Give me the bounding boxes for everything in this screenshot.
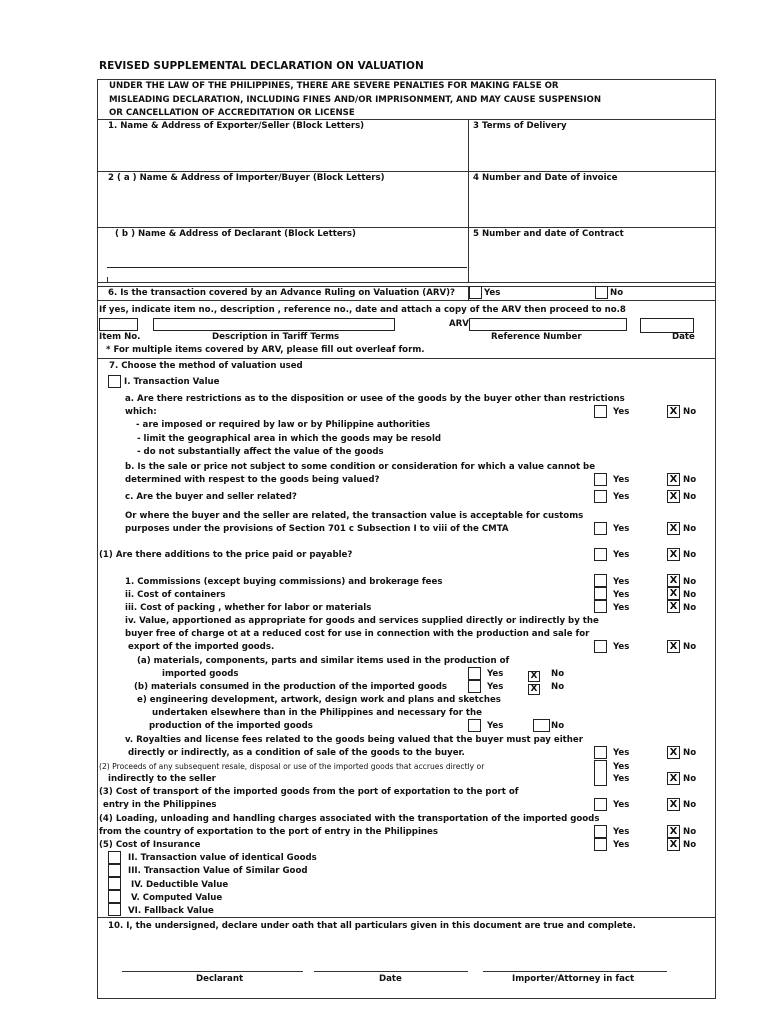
transport-no-checkbox[interactable]: X bbox=[667, 798, 680, 811]
divider bbox=[97, 282, 469, 283]
tick bbox=[107, 277, 108, 283]
frame-right bbox=[715, 79, 716, 999]
consumed-yes-checkbox[interactable] bbox=[468, 680, 481, 693]
computed-value-checkbox[interactable] bbox=[108, 890, 121, 903]
q7b-text: determined with respest to the goods being valued? bbox=[125, 475, 380, 485]
no-label: No bbox=[683, 800, 697, 810]
no-label: No bbox=[610, 288, 624, 298]
related-yes-checkbox[interactable] bbox=[594, 522, 607, 535]
yes-label: Yes bbox=[613, 590, 630, 600]
additions-question: (1) Are there additions to the price paid or payable? bbox=[99, 550, 353, 560]
arv-reference-input[interactable] bbox=[469, 318, 627, 331]
no-label: No bbox=[683, 475, 697, 485]
exporter-field[interactable] bbox=[98, 132, 467, 170]
declaration-text: 10. I, the undersigned, declare under oath that all particulars given in this document are true and complete. bbox=[108, 921, 636, 931]
no-label: No bbox=[683, 748, 697, 758]
no-label: No bbox=[683, 492, 697, 502]
yes-label: Yes bbox=[484, 288, 501, 298]
no-label: No bbox=[683, 577, 697, 587]
divider bbox=[97, 286, 716, 287]
contract-field[interactable] bbox=[470, 240, 714, 280]
warning-line: OR CANCELLATION OF ACCREDITATION OR LICENSE bbox=[109, 108, 355, 118]
engineering-text: undertaken elsewhere than in the Philippines and necessary for the bbox=[152, 708, 482, 718]
yes-label: Yes bbox=[613, 800, 630, 810]
engineering-text: production of the imported goods bbox=[149, 721, 313, 731]
transport-text: entry in the Philippines bbox=[103, 800, 217, 810]
q7b-yes-checkbox[interactable] bbox=[594, 473, 607, 486]
yes-label: Yes bbox=[613, 774, 630, 784]
no-label: No bbox=[683, 774, 697, 784]
identical-goods-label: II. Transaction value of identical Goods bbox=[128, 853, 317, 863]
yes-label: Yes bbox=[487, 669, 504, 679]
divider bbox=[97, 300, 716, 301]
terms-of-delivery-field[interactable] bbox=[470, 132, 714, 170]
no-label: No bbox=[683, 590, 697, 600]
terms-of-delivery-label: 3 Terms of Delivery bbox=[473, 121, 567, 131]
no-label: No bbox=[551, 682, 565, 692]
yes-label: Yes bbox=[613, 407, 630, 417]
q7a-no-checkbox[interactable]: X bbox=[667, 405, 680, 418]
q7a-text: a. Are there restrictions as to the disposition or usee of the goods by the buyer other than restrictions bbox=[125, 394, 625, 404]
no-label: No bbox=[551, 669, 565, 679]
frame-top bbox=[97, 79, 716, 80]
royalties-text: directly or indirectly, as a condition of sale of the goods to the buyer. bbox=[128, 748, 465, 758]
arv-item-no-input[interactable] bbox=[99, 318, 138, 331]
commissions-yes-checkbox[interactable] bbox=[594, 574, 607, 587]
exporter-label: 1. Name & Address of Exporter/Seller (Block Letters) bbox=[108, 121, 365, 131]
divider bbox=[97, 119, 716, 120]
packing-yes-checkbox[interactable] bbox=[594, 600, 607, 613]
materials-no-checkbox[interactable]: X bbox=[528, 671, 540, 682]
no-label: No bbox=[551, 721, 565, 731]
importer-signature-line[interactable] bbox=[483, 971, 667, 972]
arv-description-input[interactable] bbox=[153, 318, 395, 331]
declarant-label: ( b ) Name & Address of Declarant (Block Letters) bbox=[115, 229, 356, 239]
date-signature-line[interactable] bbox=[314, 971, 468, 972]
invoice-field[interactable] bbox=[470, 184, 714, 226]
transaction-value-checkbox[interactable] bbox=[108, 375, 121, 388]
yes-label: Yes bbox=[613, 577, 630, 587]
assists-text: export of the imported goods. bbox=[128, 642, 275, 652]
transport-yes-checkbox[interactable] bbox=[594, 798, 607, 811]
materials-text: (a) materials, components, parts and similar items used in the production of bbox=[137, 656, 510, 666]
packing-text: iii. Cost of packing , whether for labor or materials bbox=[125, 603, 372, 613]
transaction-value-label: I. Transaction Value bbox=[124, 377, 220, 387]
q7a-bullet: - are imposed or required by law or by Philippine authorities bbox=[136, 420, 431, 430]
yes-label: Yes bbox=[613, 603, 630, 613]
materials-yes-checkbox[interactable] bbox=[468, 667, 481, 680]
warning-line: MISLEADING DECLARATION, INCLUDING FINES AND/OR IMPRISONMENT, AND MAY CAUSE SUSPENSION bbox=[109, 95, 602, 105]
arv-note: * For multiple items covered by ARV, please fill out overleaf form. bbox=[106, 345, 425, 355]
additions-yes-checkbox[interactable] bbox=[594, 548, 607, 561]
similar-goods-label: III. Transaction Value of Similar Good bbox=[128, 866, 308, 876]
invoice-label: 4 Number and Date of invoice bbox=[473, 173, 618, 183]
col-reference: Reference Number bbox=[491, 332, 582, 342]
yes-label: Yes bbox=[613, 475, 630, 485]
insurance-yes-checkbox[interactable] bbox=[594, 838, 607, 851]
contract-label: 5 Number and date of Contract bbox=[473, 229, 624, 239]
engineering-text: e) engineering development, artwork, design work and plans and sketches bbox=[137, 695, 501, 705]
q7c-no-checkbox[interactable]: X bbox=[667, 490, 680, 503]
packing-no-checkbox[interactable]: X bbox=[667, 600, 680, 613]
loading-yes-checkbox[interactable] bbox=[594, 825, 607, 838]
col-item-no: Item No. bbox=[99, 332, 141, 342]
yes-label: Yes bbox=[613, 550, 630, 560]
insurance-text: (5) Cost of Insurance bbox=[99, 840, 201, 850]
frame-bottom bbox=[97, 998, 716, 999]
arv-no-checkbox[interactable] bbox=[595, 286, 608, 299]
yes-label: Yes bbox=[487, 682, 504, 692]
q7-heading: 7. Choose the method of valuation used bbox=[109, 361, 303, 371]
fallback-value-label: VI. Fallback Value bbox=[128, 906, 214, 916]
similar-goods-checkbox[interactable] bbox=[108, 864, 121, 877]
royalties-yes-checkbox[interactable] bbox=[594, 746, 607, 759]
royalties-text: v. Royalties and license fees related to the goods being valued that the buyer must pay either bbox=[125, 735, 583, 745]
warning-line: UNDER THE LAW OF THE PHILIPPINES, THERE ARE SEVERE PENALTIES FOR MAKING FALSE OR bbox=[109, 81, 559, 91]
deductible-value-label: IV. Deductible Value bbox=[131, 880, 229, 890]
arv-date-input[interactable] bbox=[640, 318, 694, 333]
arv-label: ARV bbox=[449, 319, 469, 329]
arv-instruction: If yes, indicate item no., description , reference no., date and attach a copy of the ARV then proceed to no.8 bbox=[99, 305, 626, 315]
importer-label: 2 ( a ) Name & Address of Importer/Buyer (Block Letters) bbox=[108, 173, 385, 183]
yes-label: Yes bbox=[613, 748, 630, 758]
commissions-no-checkbox[interactable]: X bbox=[667, 574, 680, 587]
q7a-bullet: - limit the geographical area in which the goods may be resold bbox=[137, 434, 442, 444]
loading-no-checkbox[interactable]: X bbox=[667, 825, 680, 838]
engineering-yes-checkbox[interactable] bbox=[468, 719, 481, 732]
arv-question: 6. Is the transaction covered by an Advance Ruling on Valuation (ARV)? bbox=[108, 288, 456, 298]
related-no-checkbox[interactable]: X bbox=[667, 522, 680, 535]
divider bbox=[97, 358, 716, 359]
assists-no-checkbox[interactable]: X bbox=[667, 640, 680, 653]
no-label: No bbox=[683, 550, 697, 560]
proceeds-text: (2) Proceeds of any subsequent resale, disposal or use of the imported goods that accrues directly or bbox=[99, 762, 485, 771]
consumed-text: (b) materials consumed in the production of the imported goods bbox=[134, 682, 448, 692]
importer-caption: Importer/Attorney in fact bbox=[512, 974, 635, 984]
proceeds-yes-checkbox[interactable] bbox=[594, 760, 607, 786]
related-text: Or where the buyer and the seller are related, the transaction value is acceptable for customs bbox=[125, 511, 584, 521]
q7b-text: b. Is the sale or price not subject to some condition or consideration for which a value cannot be bbox=[125, 462, 596, 472]
containers-yes-checkbox[interactable] bbox=[594, 587, 607, 600]
loading-text: from the country of exportation to the port of entry in the Philippines bbox=[99, 827, 438, 837]
assists-yes-checkbox[interactable] bbox=[594, 640, 607, 653]
yes-label: Yes bbox=[613, 840, 630, 850]
assists-text: buyer free of charge ot at a reduced cost for use in connection with the production and sale for bbox=[125, 629, 590, 639]
no-label: No bbox=[683, 407, 697, 417]
q7a-bullet: - do not substantially affect the value of the goods bbox=[137, 447, 384, 457]
q7b-no-checkbox[interactable]: X bbox=[667, 473, 680, 486]
no-label: No bbox=[683, 840, 697, 850]
deductible-value-checkbox[interactable] bbox=[108, 877, 121, 890]
proceeds-text: indirectly to the seller bbox=[108, 774, 216, 784]
yes-label: Yes bbox=[613, 827, 630, 837]
yes-label: Yes bbox=[613, 492, 630, 502]
yes-label: Yes bbox=[613, 642, 630, 652]
yes-label: Yes bbox=[487, 721, 504, 731]
engineering-no-checkbox[interactable] bbox=[533, 719, 550, 732]
insurance-no-checkbox[interactable]: X bbox=[667, 838, 680, 851]
declarant-field[interactable] bbox=[107, 240, 467, 268]
q7c-text: c. Are the buyer and seller related? bbox=[125, 492, 297, 502]
containers-no-checkbox[interactable]: X bbox=[667, 587, 680, 600]
divider bbox=[97, 171, 716, 172]
containers-text: ii. Cost of containers bbox=[125, 590, 226, 600]
yes-label: Yes bbox=[613, 762, 630, 772]
importer-field[interactable] bbox=[98, 184, 467, 226]
computed-value-label: V. Computed Value bbox=[131, 893, 223, 903]
no-label: No bbox=[683, 603, 697, 613]
q7a-text: which: bbox=[125, 407, 157, 417]
additions-no-checkbox[interactable]: X bbox=[667, 548, 680, 561]
arv-yes-checkbox[interactable] bbox=[469, 286, 482, 299]
no-label: No bbox=[683, 642, 697, 652]
loading-text: (4) Loading, unloading and handling charges associated with the transportation of the imported goods bbox=[99, 814, 600, 824]
col-description: Description in Tariff Terms bbox=[212, 332, 340, 342]
yes-label: Yes bbox=[613, 524, 630, 534]
no-label: No bbox=[683, 827, 697, 837]
transport-text: (3) Cost of transport of the imported goods from the port of exportation to the port of bbox=[99, 787, 519, 797]
identical-goods-checkbox[interactable] bbox=[108, 851, 121, 864]
q7a-yes-checkbox[interactable] bbox=[594, 405, 607, 418]
commissions-text: 1. Commissions (except buying commissions) and brokerage fees bbox=[125, 577, 443, 587]
declarant-signature-line[interactable] bbox=[122, 971, 303, 972]
related-text: purposes under the provisions of Section 701 c Subsection I to viii of the CMTA bbox=[125, 524, 509, 534]
divider bbox=[97, 917, 716, 918]
date-caption: Date bbox=[379, 974, 402, 984]
consumed-no-checkbox[interactable]: X bbox=[528, 684, 540, 695]
declarant-caption: Declarant bbox=[196, 974, 244, 984]
royalties-no-checkbox[interactable]: X bbox=[667, 746, 680, 759]
col-date: Date bbox=[672, 332, 695, 342]
proceeds-no-checkbox[interactable]: X bbox=[667, 772, 680, 785]
divider bbox=[97, 227, 716, 228]
form-title: REVISED SUPPLEMENTAL DECLARATION ON VALUATION bbox=[99, 60, 424, 72]
q7c-yes-checkbox[interactable] bbox=[594, 490, 607, 503]
divider bbox=[468, 119, 469, 283]
assists-text: iv. Value, apportioned as appropriate for goods and services supplied directly or indirectly by the bbox=[125, 616, 599, 626]
materials-text: imported goods bbox=[162, 669, 239, 679]
fallback-value-checkbox[interactable] bbox=[108, 903, 121, 916]
divider bbox=[468, 282, 716, 283]
no-label: No bbox=[683, 524, 697, 534]
